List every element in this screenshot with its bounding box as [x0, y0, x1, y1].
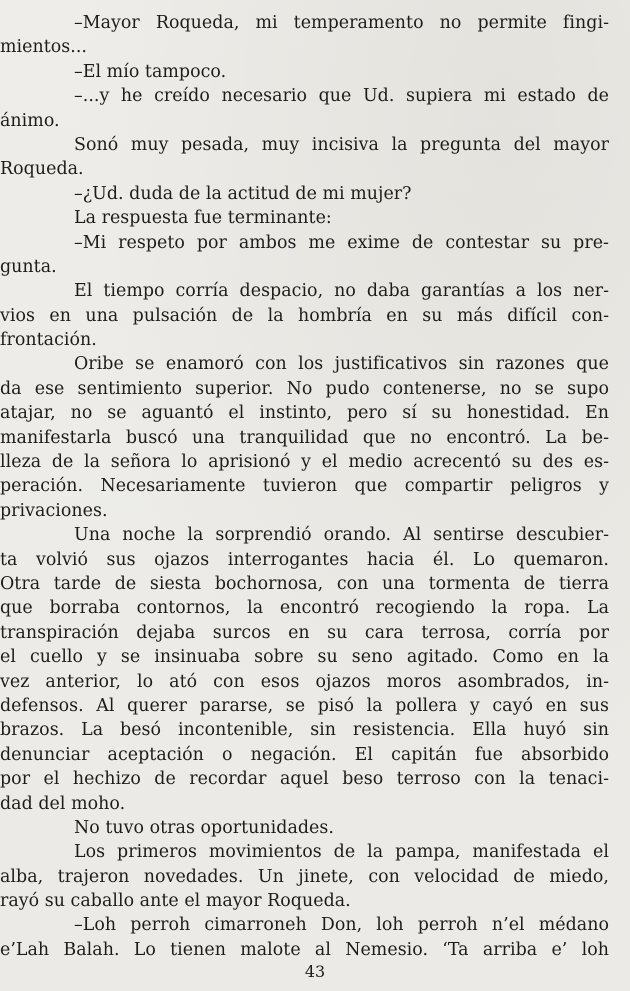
- text-line: ta volvió sus ojazos interrogantes hacia él. Lo quemaron.: [0, 549, 609, 570]
- text-line: Roqueda.: [0, 159, 84, 180]
- text-line: brazos. La besó incontenible, sin resistencia. Ella huyó sin: [0, 720, 609, 741]
- text-line: rayó su caballo ante el mayor Roqueda.: [0, 891, 351, 912]
- text-line: por el hechizo de recordar aquel beso terroso con la tenaci-: [0, 769, 609, 790]
- text-line: lleza de la señora lo aprisionó y el medio acrecentó su des es-: [0, 452, 609, 473]
- text-line: La respuesta fue terminante:: [74, 208, 332, 229]
- body-text: [0, 11, 609, 962]
- text-line: frontación.: [0, 330, 97, 351]
- text-line: da ese sentimiento superior. No pudo contenerse, no se supo: [0, 378, 609, 399]
- text-line: atajar, no se aguantó el instinto, pero sí su honestidad. En: [0, 403, 609, 424]
- text-line: No tuvo otras oportunidades.: [74, 817, 334, 838]
- text-line: –Mi respeto por ambos me exime de contestar su pre-: [74, 232, 609, 253]
- text-line: Los primeros movimientos de la pampa, manifestada el: [74, 842, 609, 863]
- text-line: Oribe se enamoró con los justificativos sin razones que: [74, 354, 609, 375]
- text-line: privaciones.: [0, 500, 108, 521]
- text-line: Sonó muy pesada, muy incisiva la pregunta del mayor: [74, 134, 609, 155]
- text-line: –Loh perroh cimarroneh Don, loh perroh n’el médano: [74, 915, 609, 936]
- text-line: que borraba contornos, la encontró recogiendo la ropa. La: [0, 598, 609, 619]
- text-line: manifestarla buscó una tranquilidad que no encontró. La be-: [0, 427, 609, 448]
- text-line: –El mío tampoco.: [74, 61, 227, 82]
- text-line: transpiración dejaba surcos en su cara terrosa, corría por: [0, 622, 609, 643]
- text-line: vez anterior, lo ató con esos ojazos moros asombrados, in-: [0, 671, 609, 692]
- text-line: gunta.: [0, 256, 57, 277]
- text-line: dad del moho.: [0, 793, 126, 814]
- text-line: ánimo.: [0, 110, 60, 131]
- text-line: denunciar aceptación o negación. El capitán fue absorbido: [0, 744, 609, 765]
- text-line: El tiempo corría despacio, no daba garantías a los ner-: [74, 281, 609, 302]
- text-line: defensos. Al querer pararse, se pisó la pollera y cayó en sus: [0, 695, 609, 716]
- text-line: vios en una pulsación de la hombría en su más difícil con-: [0, 305, 609, 326]
- text-line: e’Lah Balah. Lo tienen malote al Nemesio. ‘Ta arriba e’ loh: [0, 939, 609, 960]
- text-line: mientos...: [0, 37, 88, 58]
- text-line: Una noche la sorprendió orando. Al sentirse descubier-: [74, 525, 609, 546]
- text-line: Otra tarde de siesta bochornosa, con una tormenta de tierra: [0, 573, 609, 594]
- text-line: el cuello y se insinuaba sobre su seno agitado. Como en la: [0, 647, 609, 668]
- text-line: –...y he creído necesario que Ud. supiera mi estado de: [74, 86, 609, 107]
- text-line: –¿Ud. duda de la actitud de mi mujer?: [74, 183, 412, 204]
- text-line: –Mayor Roqueda, mi temperamento no permite fingi-: [74, 13, 609, 33]
- text-line: alba, trajeron novedades. Un jinete, con velocidad de miedo,: [0, 866, 609, 887]
- text-line: peración. Necesariamente tuvieron que compartir peligros y: [0, 476, 609, 497]
- page-number: 43: [304, 962, 326, 981]
